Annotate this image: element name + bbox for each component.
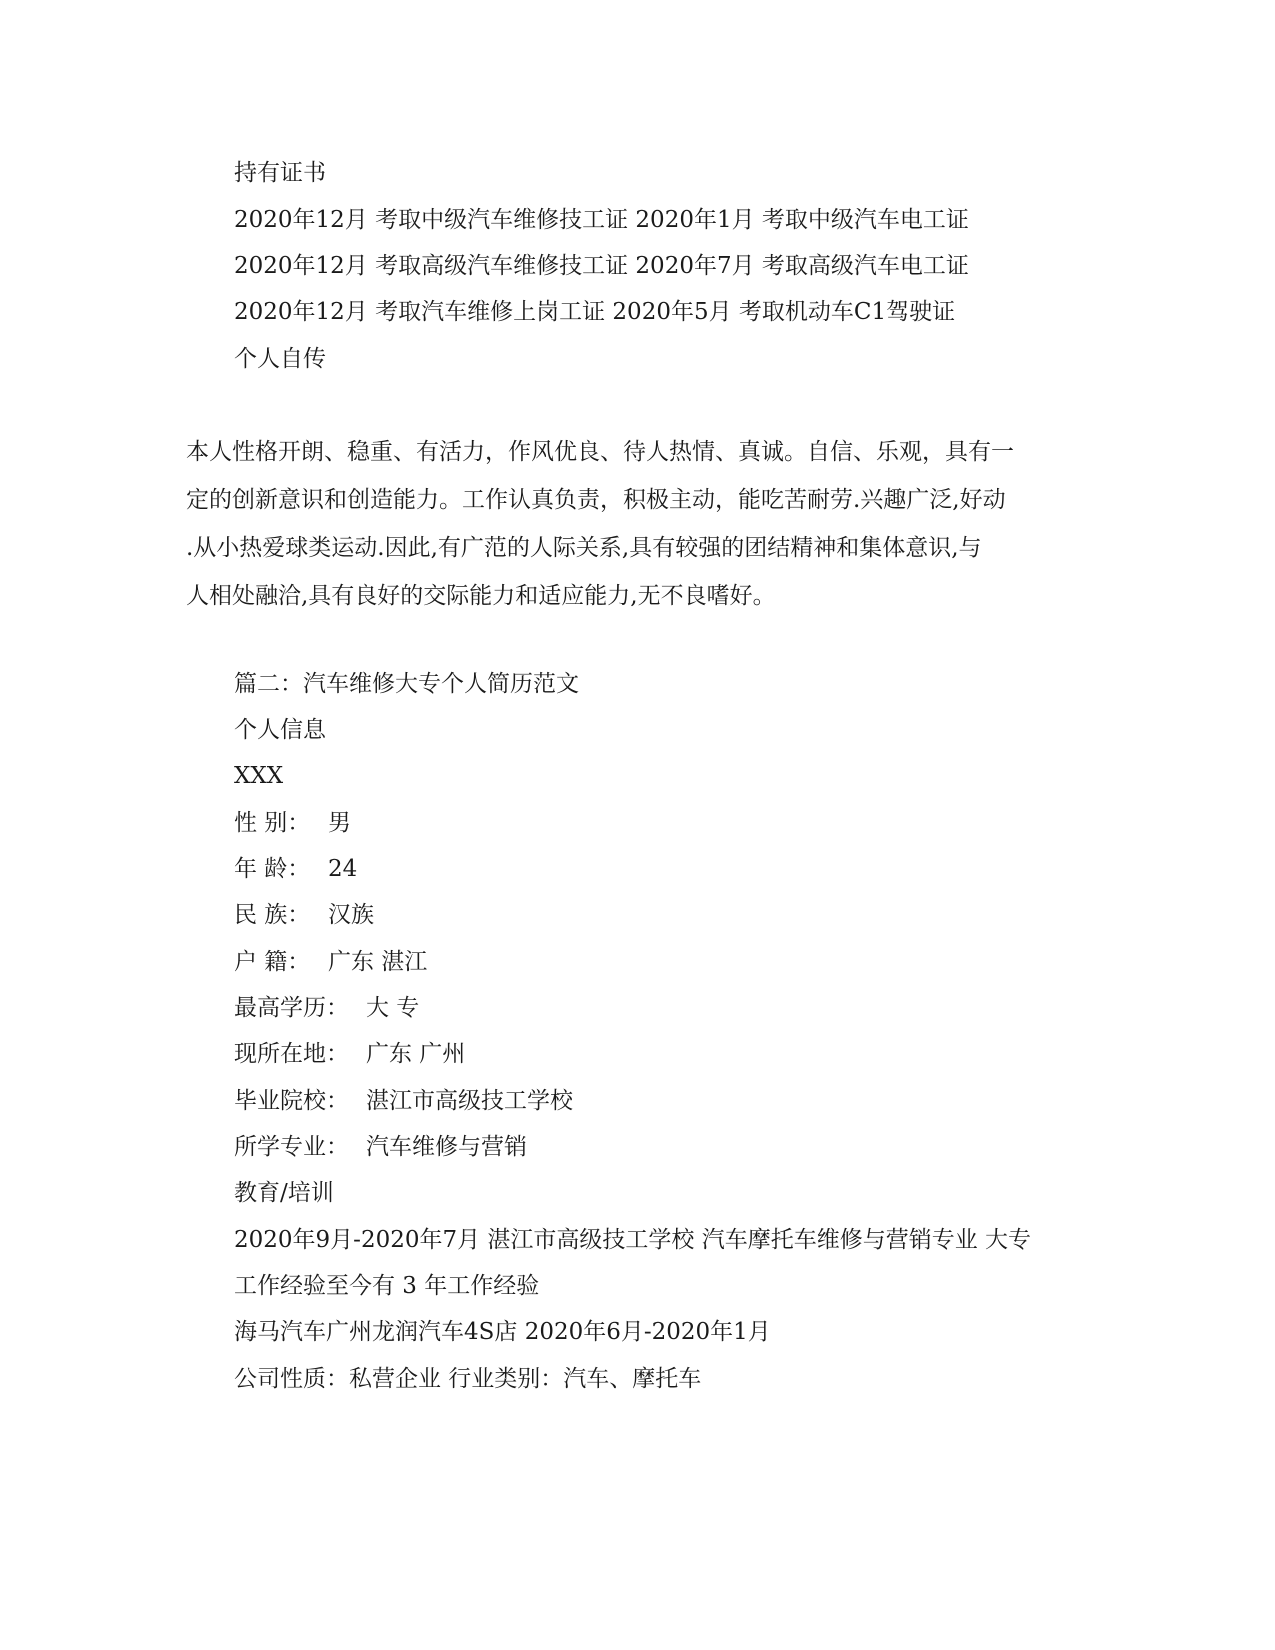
field-value: 汽车维修与营销 (366, 1134, 527, 1160)
field-label: 毕业院校： (234, 1088, 349, 1114)
field-label: 年 龄： (234, 856, 311, 882)
experience-summary: 工作经验至今有 3 年工作经验 (234, 1273, 540, 1299)
field-value: 24 (328, 856, 358, 882)
certificate-row: 2020年12月 考取汽车维修上岗工证 2020年5月 考取机动车C1驾驶证 (234, 299, 956, 325)
autobiography-paragraph (186, 428, 1086, 620)
section-title: 篇二：汽车维修大专个人简历范文 (234, 671, 579, 697)
paragraph-line: 本人性格开朗、稳重、有活力，作风优良、待人热情、真诚。自信、乐观，具有一 (186, 439, 1014, 465)
field-ethnicity (234, 900, 374, 930)
paragraph-line: 人相处融洽,具有良好的交际能力和适应能力,无不良嗜好。 (186, 583, 776, 609)
field-label: 民 族： (234, 902, 311, 928)
education-heading: 教育/培训 (234, 1180, 334, 1206)
field-label: 性 别： (234, 810, 311, 836)
company-row: 海马汽车广州龙润汽车4S店 2020年6月-2020年1月 (234, 1319, 771, 1345)
field-label: 最高学历： (234, 995, 349, 1021)
personal-info-heading: 个人信息 (234, 717, 326, 743)
education-row: 2020年9月-2020年7月 湛江市高级技工学校 汽车摩托车维修与营销专业 大专 (234, 1227, 1032, 1253)
field-value: 汉族 (328, 902, 374, 928)
field-value: 男 (328, 810, 351, 836)
field-label: 所学专业： (234, 1134, 349, 1160)
field-value: 广东 广州 (366, 1041, 466, 1067)
field-school (234, 1086, 573, 1116)
name-placeholder: XXX (234, 763, 284, 789)
field-major (234, 1132, 527, 1162)
field-label: 户 籍： (234, 949, 311, 975)
certificates-heading: 持有证书 (234, 160, 326, 186)
field-value: 湛江市高级技工学校 (366, 1088, 573, 1114)
field-value: 广东 湛江 (328, 949, 428, 975)
field-hometown (234, 947, 427, 977)
certificate-row: 2020年12月 考取高级汽车维修技工证 2020年7月 考取高级汽车电工证 (234, 253, 969, 279)
paragraph-line: 定的创新意识和创造能力。工作认真负责，积极主动，能吃苦耐劳.兴趣广泛,好动 (186, 487, 1006, 513)
autobiography-heading: 个人自传 (234, 346, 326, 372)
field-gender (234, 808, 351, 838)
company-type: 公司性质：私营企业 行业类别：汽车、摩托车 (234, 1366, 702, 1392)
certificate-row: 2020年12月 考取中级汽车维修技工证 2020年1月 考取中级汽车电工证 (234, 207, 969, 233)
field-label: 现所在地： (234, 1041, 349, 1067)
field-age (234, 854, 357, 884)
field-value: 大 专 (366, 995, 420, 1021)
field-location (234, 1039, 465, 1069)
paragraph-line: .从小热爱球类运动.因此,有广范的人际关系,具有较强的团结精神和集体意识,与 (186, 535, 982, 561)
field-education-level (234, 993, 419, 1023)
